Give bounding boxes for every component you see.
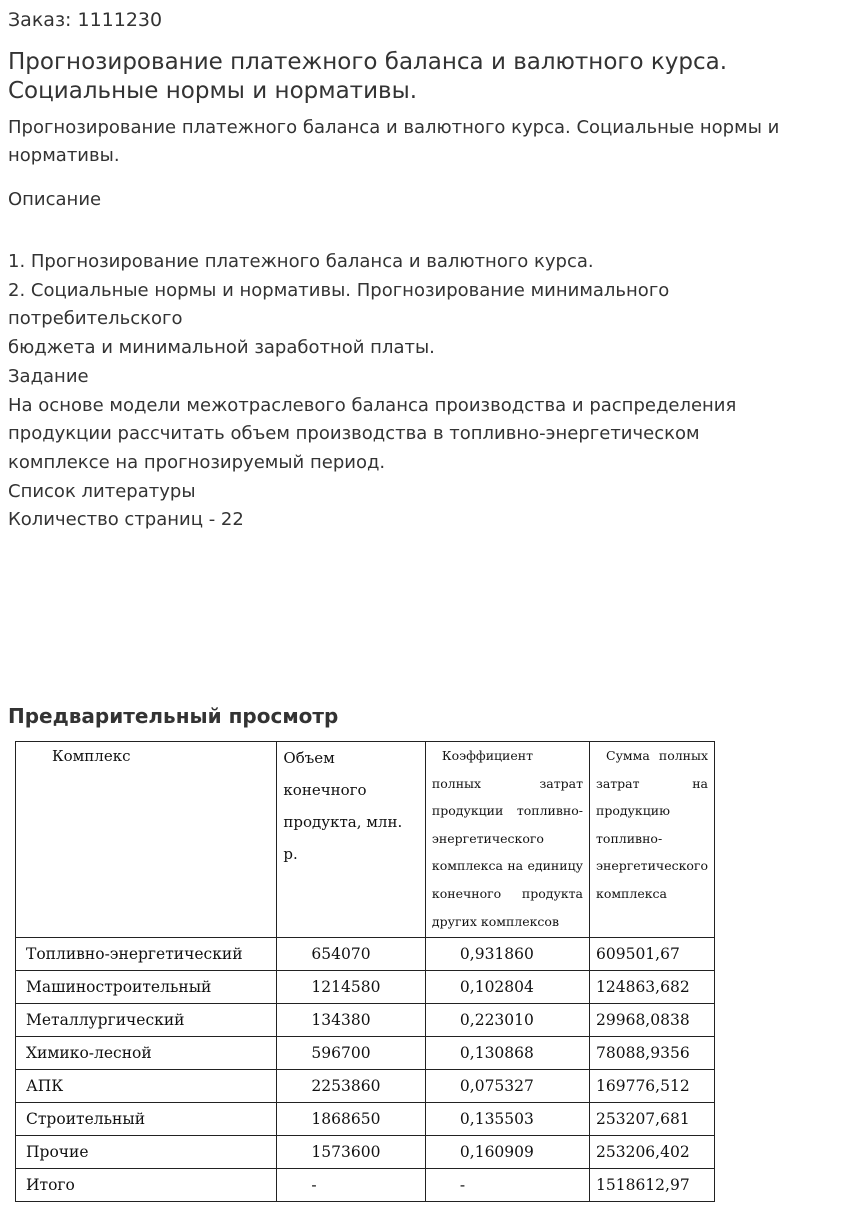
preview-table (15, 741, 715, 1202)
cell-coefficient: 0,160909 (425, 1136, 589, 1169)
header-line: продукцию (596, 803, 670, 819)
description-line: продукции рассчитать объем производства в топливно-энергетическом (8, 423, 700, 445)
cell-volume: - (277, 1169, 426, 1202)
cell-complex: АПК (16, 1070, 277, 1103)
order-number: Заказ: 1111230 (8, 9, 163, 31)
description-heading: Описание (8, 189, 102, 210)
cell-sum: 78088,9356 (590, 1037, 715, 1070)
header-sum (590, 742, 715, 938)
header-line: энергетического (596, 858, 708, 874)
cell-sum: 169776,512 (590, 1070, 715, 1103)
header-line: топливно- (596, 830, 663, 846)
cell-sum: 29968,0838 (590, 1004, 715, 1037)
table-row (16, 1037, 715, 1070)
cell-coefficient: - (425, 1169, 589, 1202)
cell-sum: 253206,402 (590, 1136, 715, 1169)
cell-sum: 253207,681 (590, 1103, 715, 1136)
header-line: затрат на (596, 775, 708, 791)
cell-coefficient: 0,135503 (425, 1103, 589, 1136)
table-row (16, 1136, 715, 1169)
cell-volume: 134380 (277, 1004, 426, 1037)
subtitle-line: Прогнозирование платежного баланса и валютного курса. Социальные нормы и (8, 117, 780, 138)
preview-heading: Предварительный просмотр (8, 704, 339, 728)
description-line: Задание (8, 365, 89, 387)
cell-sum: 124863,682 (590, 971, 715, 1004)
header-complex: Комплекс (16, 742, 277, 938)
header-line: Сумма полных (606, 748, 708, 763)
description-line: 2. Социальные нормы и нормативы. Прогнозирование минимального (8, 279, 670, 301)
cell-coefficient: 0,075327 (425, 1070, 589, 1103)
subtitle (8, 114, 838, 170)
cell-volume: 1868650 (277, 1103, 426, 1136)
cell-volume: 596700 (277, 1037, 426, 1070)
cell-complex: Строительный (16, 1103, 277, 1136)
page-title-line: Социальные нормы и нормативы. (8, 78, 418, 104)
page-title-line: Прогнозирование платежного баланса и валютного курса. (8, 49, 728, 75)
cell-complex: Металлургический (16, 1004, 277, 1037)
description-line: Количество страниц - 22 (8, 509, 244, 531)
header-line: Коэффициент (441, 748, 534, 763)
description-line: бюджета и минимальной заработной платы. (8, 337, 435, 359)
header-line: полных затрат (431, 775, 583, 791)
cell-complex: Итого (16, 1169, 277, 1202)
description-body (8, 248, 838, 535)
cell-complex: Топливно-энергетический (16, 938, 277, 971)
header-line: комплекса (596, 885, 667, 901)
cell-complex: Химико-лесной (16, 1037, 277, 1070)
header-line: продукта, млн. р. (283, 813, 403, 863)
table-row (16, 1070, 715, 1103)
header-line: продукции топливно- (431, 803, 583, 819)
description-line: потребительского (8, 308, 183, 330)
cell-coefficient: 0,931860 (425, 938, 589, 971)
table-row (16, 971, 715, 1004)
cell-complex: Машиностроительный (16, 971, 277, 1004)
cell-volume: 1214580 (277, 971, 426, 1004)
table-header-row (16, 742, 715, 938)
cell-sum: 1518612,97 (590, 1169, 715, 1202)
cell-coefficient: 0,223010 (425, 1004, 589, 1037)
header-line: других комплексов (431, 913, 559, 929)
description-line: 1. Прогнозирование платежного баланса и валютного курса. (8, 251, 594, 272)
header-line: Объем (283, 749, 335, 767)
header-line: конечного продукта (431, 885, 583, 901)
table-row-total (16, 1169, 715, 1202)
table-row (16, 1103, 715, 1136)
cell-volume: 2253860 (277, 1070, 426, 1103)
subtitle-line: нормативы. (8, 145, 120, 166)
page-title (8, 48, 808, 106)
table-row (16, 938, 715, 971)
table-row (16, 1004, 715, 1037)
header-line: комплекса на единицу (431, 858, 583, 874)
header-coefficient (425, 742, 589, 938)
cell-coefficient: 0,102804 (425, 971, 589, 1004)
cell-complex: Прочие (16, 1136, 277, 1169)
cell-volume: 1573600 (277, 1136, 426, 1169)
header-line: конечного (283, 781, 367, 799)
description-line: Список литературы (8, 480, 196, 502)
cell-coefficient: 0,130868 (425, 1037, 589, 1070)
cell-sum: 609501,67 (590, 938, 715, 971)
header-volume (277, 742, 426, 938)
description-line: На основе модели межотраслевого баланса производства и распределения (8, 394, 737, 416)
description-line: комплексе на прогнозируемый период. (8, 451, 386, 473)
cell-volume: 654070 (277, 938, 426, 971)
header-line: энергетического (431, 830, 544, 846)
